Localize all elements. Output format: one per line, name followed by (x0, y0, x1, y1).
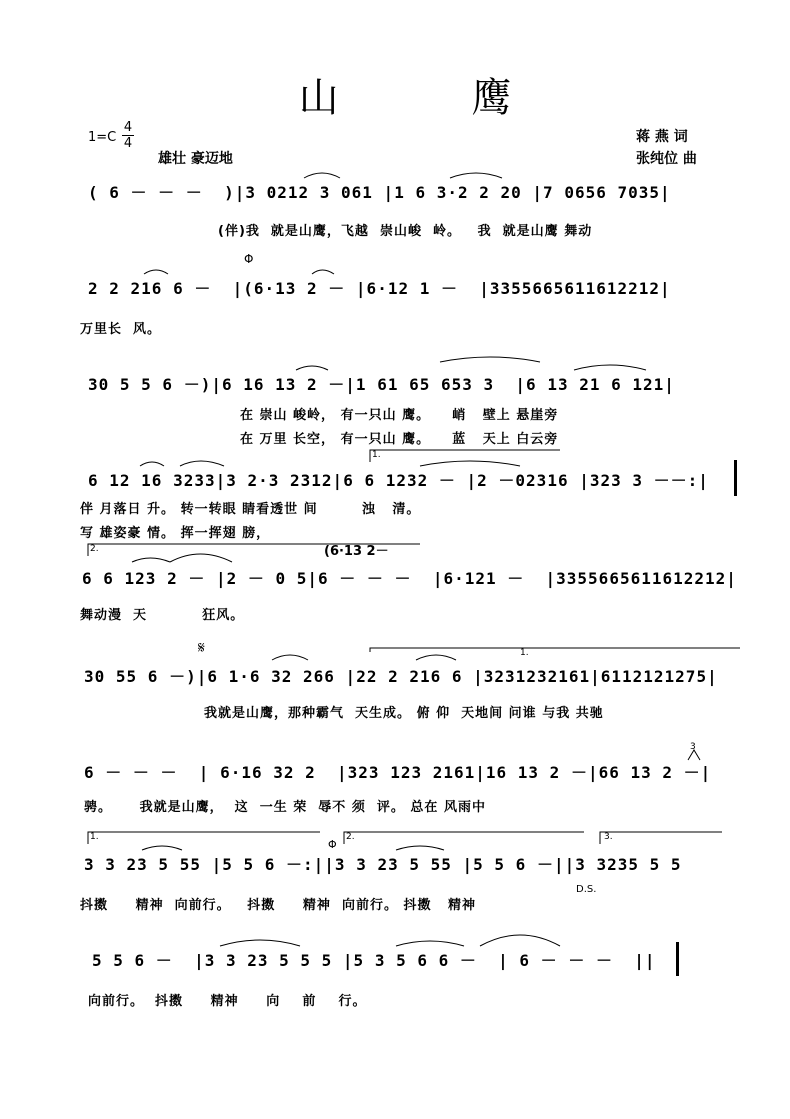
slur (170, 554, 232, 562)
volta-bracket (88, 544, 420, 556)
tempo-mood: 雄壮 豪迈地 (158, 151, 233, 167)
composer-credit: 张纯位 曲 (636, 151, 697, 167)
segno-mark: 𝄋 (198, 638, 205, 657)
time-sig-bottom: 4 (123, 136, 133, 151)
ds-mark: D.S. (576, 884, 597, 895)
lyric-line-4a: 伴 月落日 升。 转一转眼 睛看透世 间 浊 清。 (80, 502, 421, 517)
triplet-bracket (688, 750, 700, 760)
volta-2-mark: 2. (90, 544, 99, 554)
lyric-line-8: 抖擞 精神 向前行。 抖擞 精神 向前行。 抖擞 精神 (80, 898, 477, 913)
final-barline (676, 942, 679, 976)
coda-mark-2: Φ (328, 838, 337, 851)
notation-line-8: 3 3 23 5 55 |5 5 6 －:||3 3 23 5 55 |5 5 6 －||3 3235 5 5 (84, 855, 682, 874)
lyric-line-1: (伴)我 就是山鹰，飞越 崇山峻 岭。 我 就是山鹰 舞动 (218, 224, 593, 239)
notation-line-5: 6 6 123 2 － |2 － 0 5|6 － － － |6·121 － |3355665611612212| (82, 569, 737, 588)
volta-2b-mark: 2. (346, 832, 355, 842)
notation-line-1: ( 6 － － － )|3 0212 3 061 |1 6 3·2 2 20 |7 0656 7035| (88, 183, 671, 202)
slur (144, 270, 168, 274)
notation-line-9: 5 5 6 － |3 3 23 5 5 5 |5 3 5 6 6 － | 6 － － － || (92, 951, 656, 970)
slur (180, 461, 224, 466)
time-sig-top: 4 (123, 120, 133, 135)
slur (450, 173, 502, 178)
lyric-line-6: 我就是山鹰，那种霸气 天生成。 俯 仰 天地间 问谁 与我 共驰 (204, 706, 604, 721)
song-title: 山 鹰 (298, 75, 572, 121)
slur (140, 462, 164, 466)
notation-line-7: 6 － － － | 6·16 32 2 |323 123 2161|16 13 2 －|66 13 2 －| (84, 763, 712, 782)
intro-reminder: (6·13 2－ (324, 544, 389, 559)
volta-bracket (600, 832, 722, 844)
lyric-line-2: 万里长 风。 (80, 322, 162, 337)
volta-bracket (370, 648, 740, 652)
slur (420, 461, 520, 466)
volta-3-mark: 3. (604, 832, 613, 842)
notation-line-3: 30 5 5 6 －)|6 16 13 2 －|1 61 65 653 3 |6 13 21 6 121| (88, 375, 675, 394)
key-signature: 1=C (88, 130, 117, 145)
slur (440, 357, 540, 362)
lyric-line-4b: 写 雄姿豪 情。 挥一挥翅 膀， (80, 526, 271, 541)
notation-line-4: 6 12 16 3233|3 2·3 2312|6 6 1232 － |2 －02316 |323 3 －－:| (88, 471, 709, 490)
volta-bracket (344, 832, 584, 844)
lyric-line-7: 骋。 我就是山鹰， 这 一生 荣 辱不 须 评。 总在 风雨中 (84, 800, 486, 815)
slur (574, 365, 646, 370)
slur (220, 940, 300, 946)
volta-1b-mark: 1. (520, 648, 529, 658)
volta-bracket (370, 450, 560, 462)
volta-1c-mark: 1. (90, 832, 99, 842)
slur (396, 846, 444, 850)
lyric-line-5: 舞动漫 天 狂风。 (80, 608, 245, 623)
volta-1-mark: 1. (372, 450, 381, 460)
notation-line-6: 30 55 6 －)|6 1·6 32 266 |22 2 216 6 |3231232161|6112121275| (84, 667, 718, 686)
lyric-line-3a: 在 崇山 峻岭， 有一只山 鹰。 峭 壁上 悬崖旁 (240, 408, 559, 423)
slur (272, 655, 308, 660)
slur (132, 558, 170, 562)
notation-line-2: 2 2 216 6 － |(6·13 2 － |6·12 1 － |3355665611612212| (88, 279, 671, 298)
volta-bracket (88, 832, 320, 844)
slur (480, 935, 560, 946)
slur (142, 846, 182, 850)
slur (312, 270, 334, 274)
slur (304, 173, 340, 178)
slur (416, 655, 456, 660)
slur (296, 366, 328, 370)
final-barline (734, 460, 737, 496)
lyricist-credit: 蒋 燕 词 (636, 129, 688, 145)
coda-mark-1: Φ (244, 252, 254, 266)
lyric-line-9: 向前行。 抖擞 精神 向 前 行。 (88, 994, 367, 1009)
triplet-mark: 3 (690, 742, 696, 752)
lyric-line-3b: 在 万里 长空， 有一只山 鹰。 蓝 天上 白云旁 (240, 432, 559, 447)
slur (396, 941, 464, 946)
